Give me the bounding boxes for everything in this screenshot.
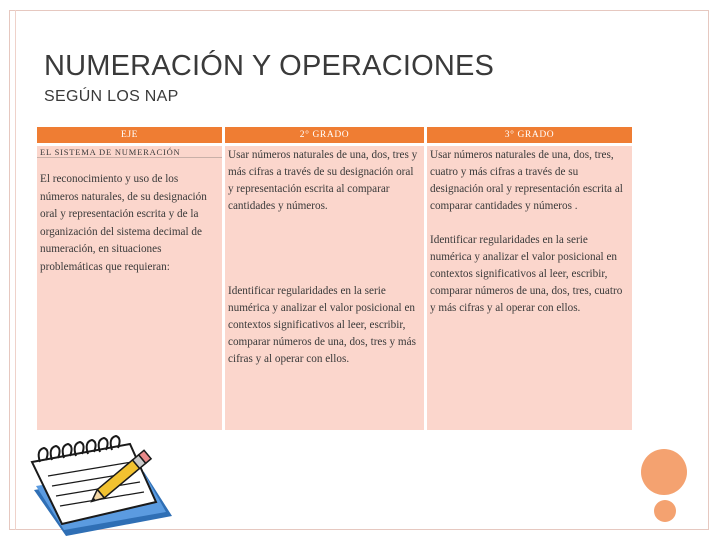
eje-body: El reconocimiento y uso de los números naturales, de su designación oral y representación escrita y de la organización del sistema decimal de numeración, en situaciones problemáticas que requieran: bbox=[40, 173, 207, 273]
notepad-pencil-icon bbox=[26, 432, 176, 538]
slide-title: NUMERACIÓN Y OPERACIONES bbox=[44, 50, 495, 82]
eje-cell bbox=[37, 146, 225, 430]
slide-subtitle: SEGÚN LOS NAP bbox=[44, 88, 179, 105]
table-row bbox=[37, 146, 632, 430]
header-eje: EJE bbox=[37, 127, 225, 146]
slide-left-rule bbox=[15, 10, 16, 530]
grado-3-text: Usar números naturales de una, dos, tres, cuatro y más cifras a través de su designación oral y representación escrita al comparar cantidades y números . Identificar regularidades en la serie numérica y analizar el valor posicional en contextos significativos al leer, escribir, comparar números de una, dos, tres, cuatro y más cifras y al operar con ellos. bbox=[430, 149, 623, 314]
grado-2-text: Usar números naturales de una, dos, tres y más cifras a través de su designación oral y representación escrita al comparar cantidades y números. Identificar regularidades en la serie numérica y analizar el valor posicional en contextos significativos al leer, escribir, comparar números de una, dos, tres y más cifras y al operar con ellos. bbox=[228, 149, 418, 365]
header-3-grado: 3° GRADO bbox=[427, 127, 632, 146]
grado-2-cell bbox=[225, 146, 427, 430]
nap-table bbox=[37, 127, 632, 430]
eje-heading: EL SISTEMA DE NUMERACIÓN bbox=[37, 146, 222, 158]
decorative-circle-large bbox=[641, 449, 687, 495]
table-header-row bbox=[37, 127, 632, 146]
grado-3-cell bbox=[427, 146, 632, 430]
decorative-circle-small bbox=[654, 500, 676, 522]
header-2-grado: 2° GRADO bbox=[225, 127, 427, 146]
